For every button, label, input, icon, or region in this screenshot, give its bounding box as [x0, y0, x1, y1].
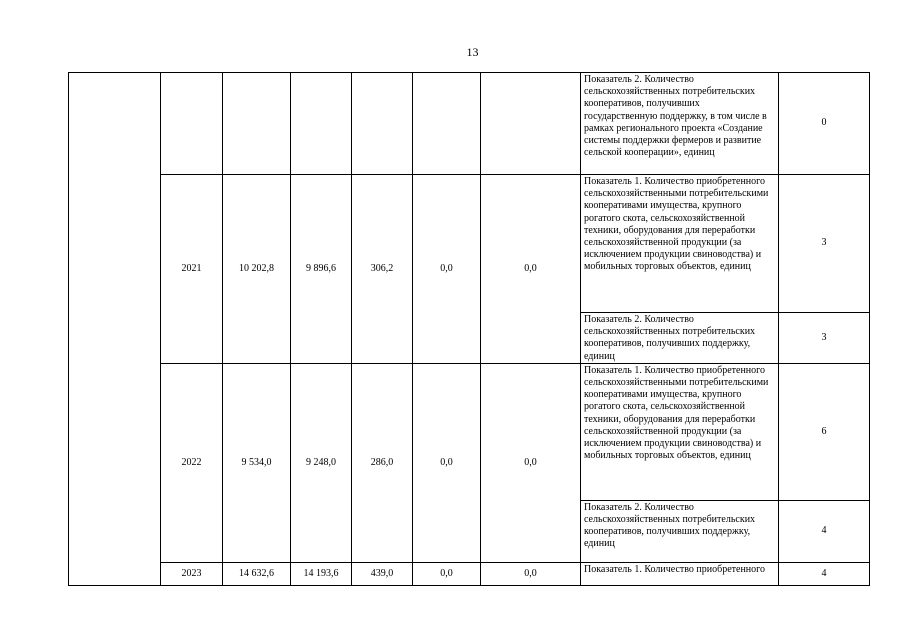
table-row [69, 363, 870, 500]
regional-budget-cell: 286,0 [352, 363, 413, 562]
federal-budget-cell: 14 193,6 [291, 562, 352, 585]
year-cell: 2022 [161, 363, 223, 562]
extra-budget-cell: 0,0 [481, 562, 581, 585]
total-cell: 14 632,6 [223, 562, 291, 585]
year-cell: 2021 [161, 175, 223, 364]
indicator-value: 4 [779, 562, 870, 585]
regional-budget-cell [352, 73, 413, 175]
local-budget-cell [413, 73, 481, 175]
indicator-text: Показатель 1. Количество приобретенного [581, 562, 779, 585]
table-row [69, 73, 870, 175]
indicator-text: Показатель 2. Количество сельскохозяйственных потребительских кооперативов, получивших поддержку, единиц [581, 313, 779, 364]
program-name-cell [69, 73, 161, 586]
federal-budget-cell: 9 248,0 [291, 363, 352, 562]
table-row [69, 175, 870, 313]
indicator-value: 3 [779, 313, 870, 364]
indicator-value: 0 [779, 73, 870, 175]
table-row [69, 562, 870, 585]
program-table [68, 72, 870, 586]
total-cell [223, 73, 291, 175]
extra-budget-cell: 0,0 [481, 363, 581, 562]
year-cell: 2023 [161, 562, 223, 585]
indicator-text: Показатель 1. Количество приобретенного сельскохозяйственными потребительскими кооперативами имущества, крупного рогатого скота, сельскохозяйственной техники, оборудования для переработки сельскохозяйственной продукции (за исключением продукции свиноводства) и мобильных торговых объектов, единиц [581, 175, 779, 313]
page-number: 13 [466, 45, 479, 59]
local-budget-cell: 0,0 [413, 562, 481, 585]
extra-budget-cell: 0,0 [481, 175, 581, 364]
indicator-text: Показатель 2. Количество сельскохозяйственных потребительских кооперативов, получивших государственную поддержку, в том числе в рамках регионального проекта «Создание системы поддержки фермеров и развитие сельской кооперации», единиц [581, 73, 779, 175]
indicator-value: 4 [779, 500, 870, 562]
local-budget-cell: 0,0 [413, 175, 481, 364]
indicator-text: Показатель 2. Количество сельскохозяйственных потребительских кооперативов, получивших поддержку, единиц [581, 500, 779, 562]
indicator-text: Показатель 1. Количество приобретенного сельскохозяйственными потребительскими кооперативами имущества, крупного рогатого скота, сельскохозяйственной техники, оборудования для переработки сельскохозяйственной продукции (за исключением продукции свиноводства) и мобильных торговых объектов, единиц [581, 363, 779, 500]
total-cell: 10 202,8 [223, 175, 291, 364]
federal-budget-cell [291, 73, 352, 175]
year-cell [161, 73, 223, 175]
regional-budget-cell: 306,2 [352, 175, 413, 364]
extra-budget-cell [481, 73, 581, 175]
indicator-value: 3 [779, 175, 870, 313]
regional-budget-cell: 439,0 [352, 562, 413, 585]
indicator-value: 6 [779, 363, 870, 500]
federal-budget-cell: 9 896,6 [291, 175, 352, 364]
local-budget-cell: 0,0 [413, 363, 481, 562]
total-cell: 9 534,0 [223, 363, 291, 562]
